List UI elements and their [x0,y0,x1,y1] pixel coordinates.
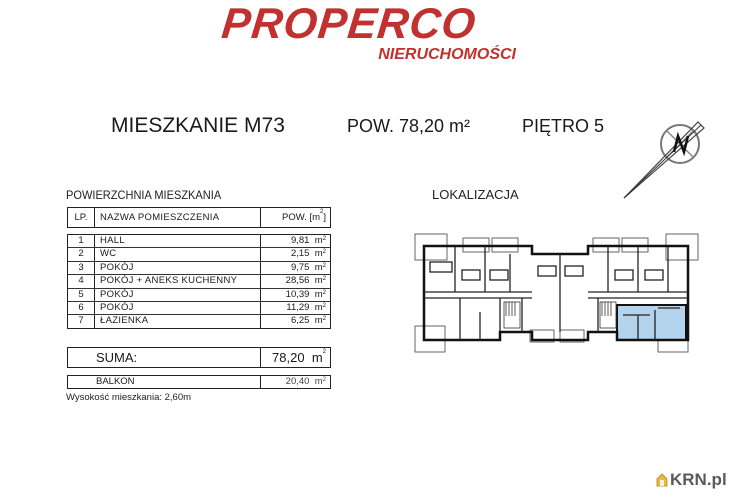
watermark [656,470,727,490]
row-lp: 6 [68,302,95,314]
row-area: 11,29 $m^2$ [286,301,326,313]
row-lp: 5 [68,289,95,301]
sum-value: 78,20 $m^2$ [272,349,326,365]
table-row [68,275,330,288]
row-name: ŁAZIENKA [95,315,261,327]
col-lp: LP. [68,208,95,227]
rooms-table [67,234,331,329]
table-row [68,302,330,315]
table-row [68,248,330,261]
row-lp: 1 [68,235,95,247]
brand-tagline: NIERUCHOMOŚCI [378,46,516,63]
row-lp: 2 [68,248,95,260]
total-area-row [67,347,331,368]
table-row [68,262,330,275]
row-name: POKÓJ [95,302,261,314]
row-lp: 4 [68,275,95,287]
watermark-text: KRN.pl [670,470,727,489]
sum-label: SUMA: [68,348,261,367]
balcony-value: 20,40 $m^2$ [285,376,326,387]
section-title: POWIERZCHNIA MIESZKANIA [66,188,222,202]
col-area: POW. $[m^2]$ [282,209,326,223]
brand-name: PROPERCO [219,0,479,48]
row-name: POKÓJ [95,289,261,301]
row-area: 9,75 $m^2$ [290,261,326,273]
row-area: 6,25 $m^2$ [290,315,326,327]
row-area: 10,39 $m^2$ [285,288,326,300]
table-header [67,207,331,228]
house-icon [656,473,668,487]
row-name: HALL [95,235,261,247]
balcony-row [67,375,331,389]
north-arrow-icon [618,108,718,203]
apartment-area: POW. 78,20 m² [347,116,471,136]
row-area: 28,56 $m^2$ [285,275,326,287]
row-lp: 3 [68,262,95,274]
apartment-floor: PIĘTRO 5 [522,116,605,136]
table-row [68,315,330,327]
location-title: LOKALIZACJA [432,187,519,202]
row-name: POKÓJ [95,262,261,274]
row-lp: 7 [68,315,95,327]
balcony-label: BALKON [68,376,261,388]
col-room-name: NAZWA POMIESZCZENIA [95,208,261,227]
ceiling-height-note: Wysokość mieszkania: 2,60m [66,392,192,403]
apartment-title: MIESZKANIE M73 [111,114,285,137]
row-name: WC [95,248,261,260]
floor-plan-diagram [410,230,706,356]
table-row [68,235,330,248]
row-area: 2,15 $m^2$ [290,248,326,260]
table-row [68,289,330,302]
row-area: 9,81 $m^2$ [290,235,326,246]
brand-logo [219,0,522,64]
row-name: POKÓJ + ANEKS KUCHENNY [95,275,261,287]
